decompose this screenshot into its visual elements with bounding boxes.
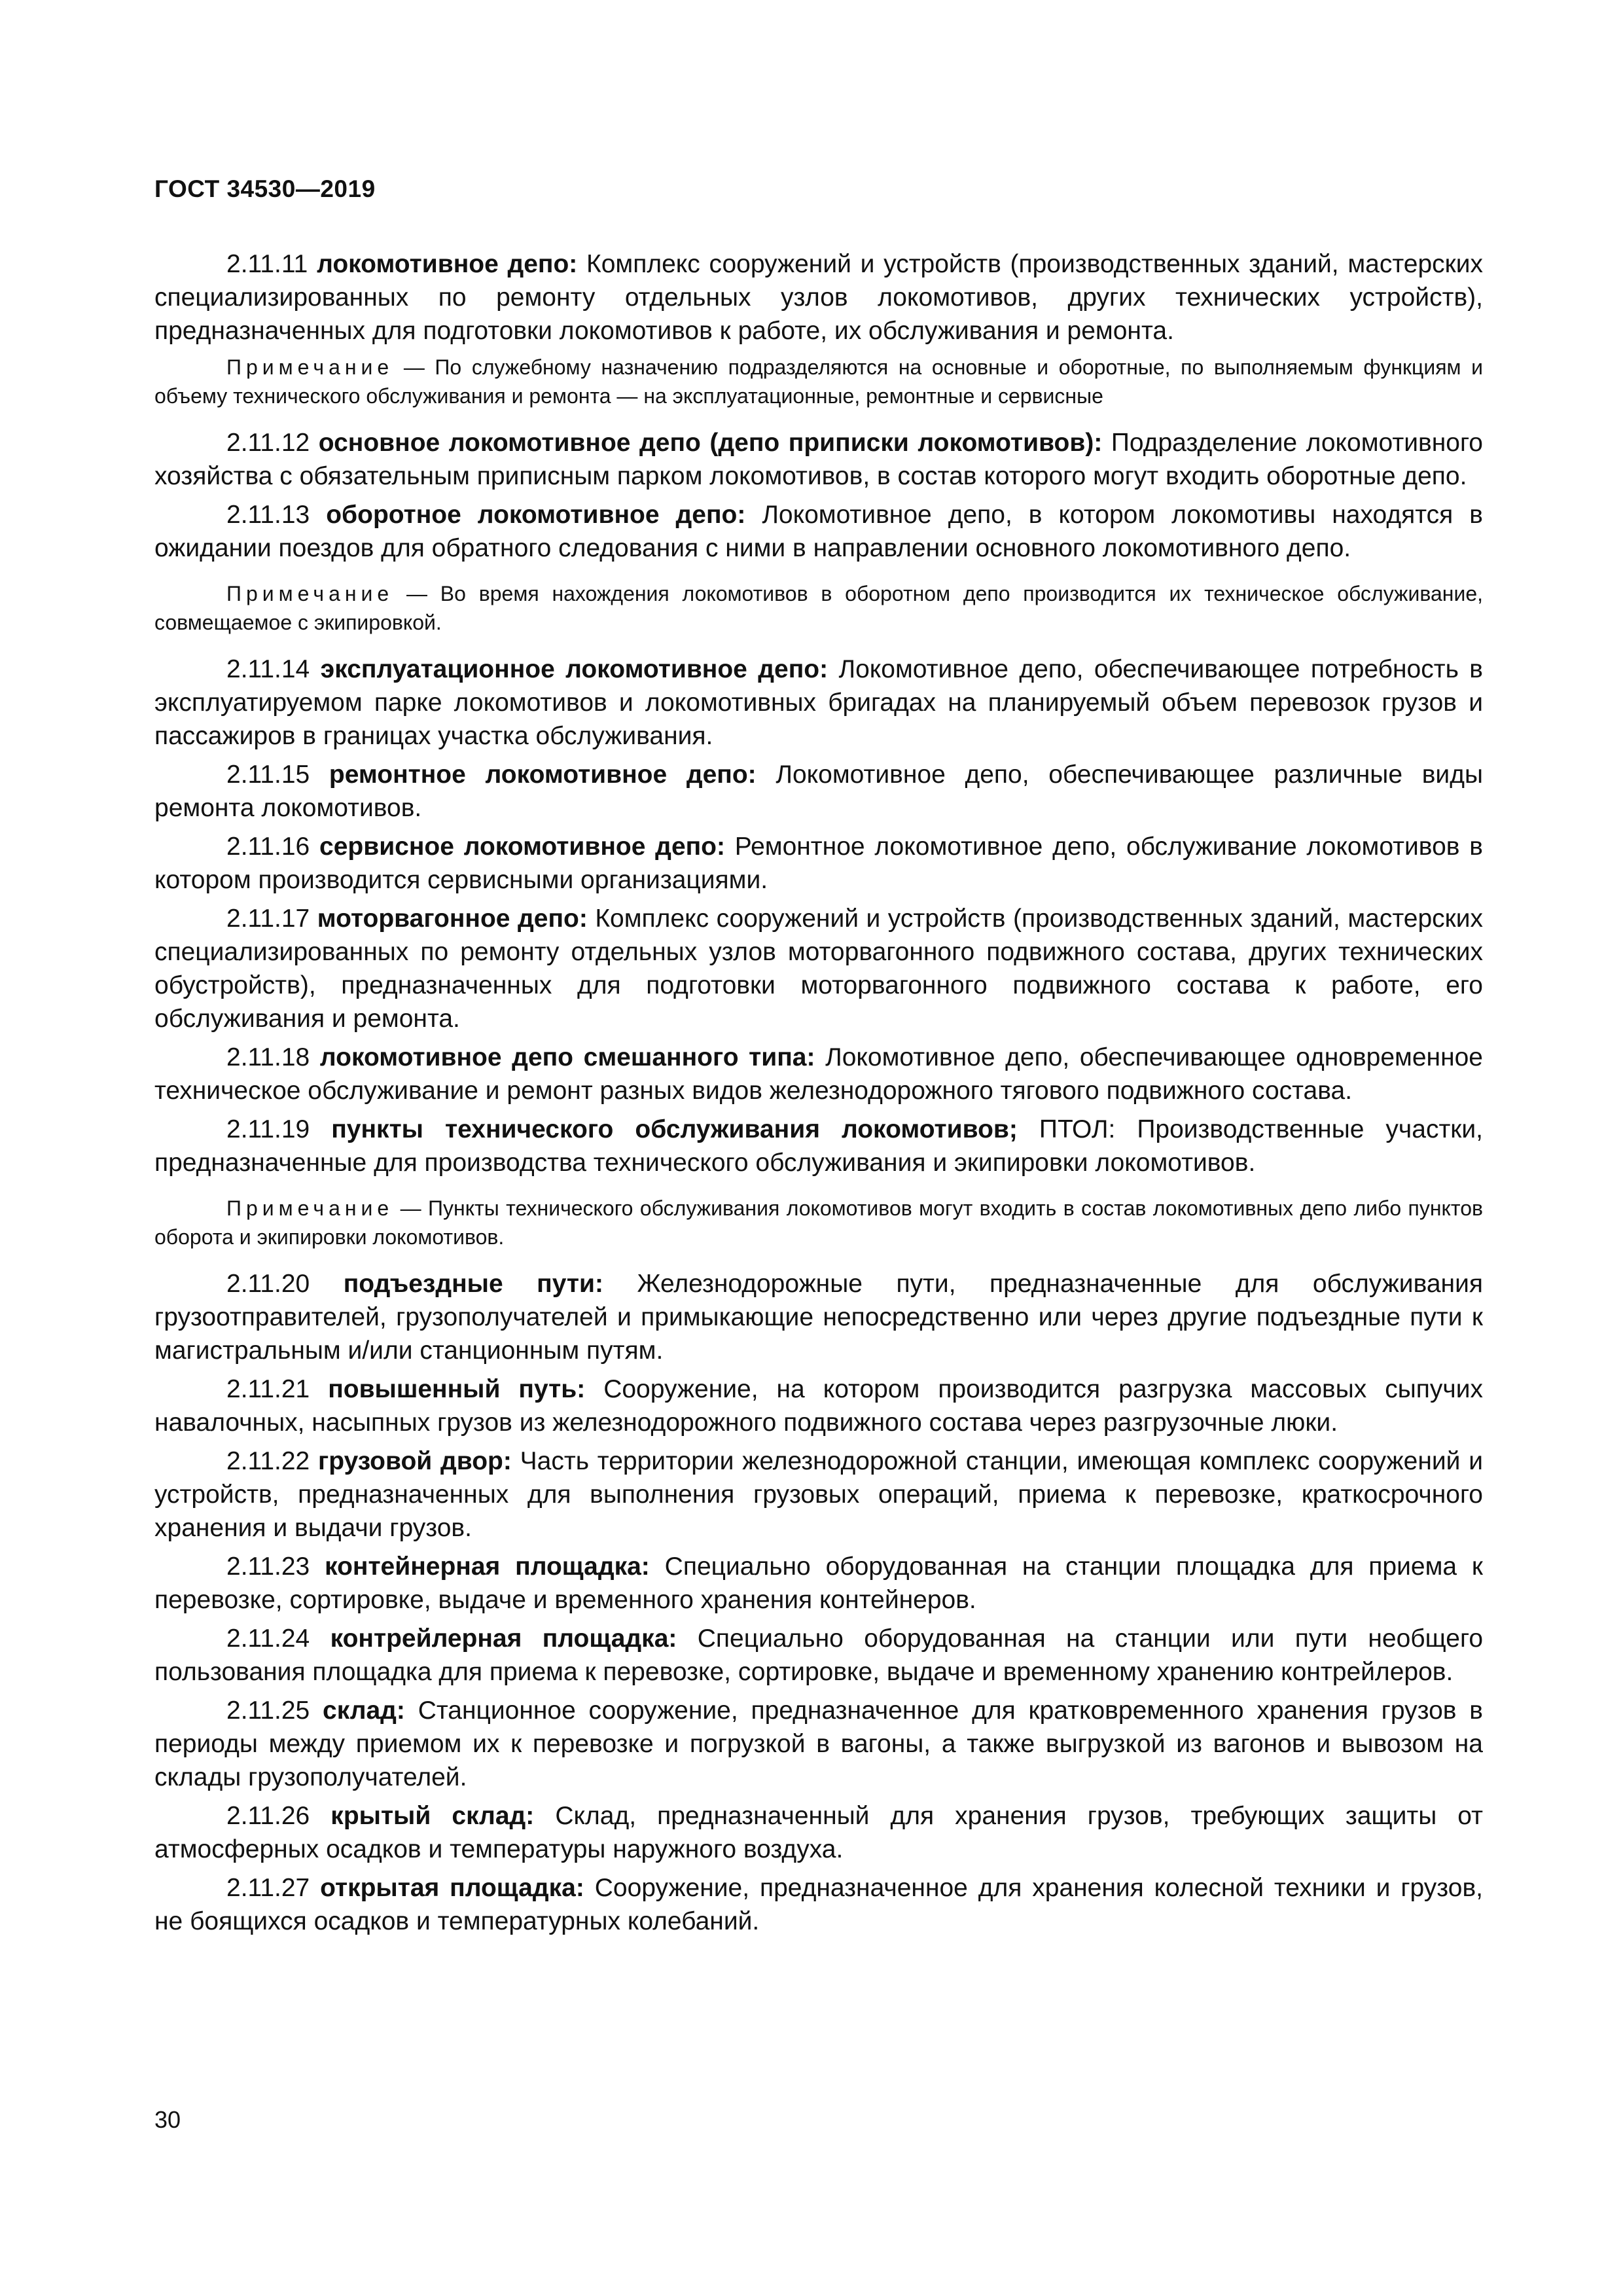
entry-definition: Специально оборудованная на станции площадка для приема к перевозке, сортировке, выдаче и временного хранения контейнеров. bbox=[154, 1552, 1483, 1614]
entry-term: локомотивное депо смешанного типа: bbox=[319, 1043, 815, 1071]
entry-definition: Станционное сооружение, предназначенное для кратковременного хранения грузов в периоды между приемом их к перевозке и погрузкой в вагоны, а также выгрузкой из вагонов и вывозом на склады грузополучателей. bbox=[154, 1696, 1484, 1791]
entry-definition: Железнодорожные пути, предназначенные для обслуживания грузоотправителей, грузополучателей и примыкающие непосредственно или через другие подъездные пути к магистральным и/или станционным путям. bbox=[154, 1270, 1483, 1365]
entry-term: локомотивное депо: bbox=[317, 250, 578, 278]
term-entry bbox=[154, 653, 1483, 753]
entry-definition: Комплекс сооружений и устройств (производственных зданий, мастерских специализированных по ремонту отдельных узлов локомотивов, других технических устройств), предназначенных для подготовки локомотивов к работе, их обслуживания и ремонта. bbox=[154, 250, 1483, 345]
entry-term: контрейлерная площадка: bbox=[330, 1624, 677, 1653]
entry-number: 2.11.18 bbox=[226, 1043, 310, 1071]
note bbox=[154, 1194, 1483, 1251]
entry-number: 2.11.20 bbox=[226, 1270, 310, 1298]
entry-definition: Сооружение, на котором производится разгрузка массовых сыпучих навалочных, насыпных грузов из железнодорожного подвижного состава через разгрузочные люки. bbox=[154, 1375, 1483, 1437]
term-entry bbox=[154, 1267, 1483, 1367]
entry-term: пункты технического обслуживания локомотивов; bbox=[331, 1115, 1018, 1143]
entry-number: 2.11.27 bbox=[226, 1874, 310, 1902]
entry-definition: Подразделение локомотивного хозяйства с обязательным приписным парком локомотивов, в состав которого могут входить оборотные депо. bbox=[154, 429, 1484, 490]
entry-definition: ПТОЛ: Производственные участки, предназначенные для производства технического обслуживания и экипировки локомотивов. bbox=[154, 1115, 1483, 1177]
term-entry bbox=[154, 902, 1483, 1035]
term-entry bbox=[154, 758, 1483, 825]
entry-number: 2.11.24 bbox=[226, 1624, 310, 1653]
entry-number: 2.11.21 bbox=[226, 1375, 310, 1403]
note-text: — По служебному назначению подразделяются на основные и оборотные, по выполняемым функциям и объему технического обслуживания и ремонта — на эксплуатационные, ремонтные и сервисные bbox=[154, 355, 1484, 408]
entry-number: 2.11.19 bbox=[226, 1115, 310, 1143]
entry-term: склад: bbox=[323, 1696, 405, 1725]
entry-number: 2.11.14 bbox=[226, 655, 310, 683]
entry-term: крытый склад: bbox=[330, 1802, 535, 1830]
entry-number: 2.11.23 bbox=[226, 1552, 310, 1581]
entry-definition: Комплекс сооружений и устройств (производственных зданий, мастерских специализированных по ремонту отдельных узлов моторвагонного подвижного состава, других технических обустройств), предназначенных для подготовки моторвагонного подвижного состава к работе, его обслуживания и ремонта. bbox=[154, 905, 1483, 1033]
entry-definition: Склад, предназначенный для хранения грузов, требующих защиты от атмосферных осадков и температуры наружного воздуха. bbox=[154, 1802, 1484, 1863]
entry-term: оборотное локомотивное депо: bbox=[326, 501, 746, 529]
entry-term: сервисное локомотивное депо: bbox=[319, 833, 725, 861]
entry-definition: Часть территории железнодорожной станции, имеющая комплекс сооружений и устройств, предназначенных для выполнения грузовых операций, приема к перевозке, краткосрочного хранения и выдачи грузов. bbox=[154, 1447, 1483, 1542]
page-number: 30 bbox=[154, 2106, 181, 2133]
entry-term: повышенный путь: bbox=[328, 1375, 586, 1403]
entry-term: грузовой двор: bbox=[318, 1447, 512, 1475]
term-entry bbox=[154, 1444, 1483, 1545]
entry-number: 2.11.12 bbox=[226, 429, 310, 457]
note-label: Примечание bbox=[226, 582, 394, 605]
entry-definition: Локомотивное депо, в котором локомотивы находятся в ожидании поездов для обратного следования с ними в направлении основного локомотивного депо. bbox=[154, 501, 1483, 562]
entry-term: подъездные пути: bbox=[343, 1270, 603, 1298]
term-entry bbox=[154, 1041, 1483, 1107]
entry-term: моторвагонное депо: bbox=[317, 905, 588, 933]
entry-number: 2.11.15 bbox=[226, 761, 310, 789]
entry-number: 2.11.22 bbox=[226, 1447, 310, 1475]
note-label: Примечание bbox=[226, 1196, 394, 1220]
note-text: — Пункты технического обслуживания локомотивов могут входить в состав локомотивных депо либо пунктов оборота и экипировки локомотивов. bbox=[154, 1196, 1484, 1249]
term-entry bbox=[154, 1799, 1483, 1866]
entry-definition: Локомотивное депо, обеспечивающее различные виды ремонта локомотивов. bbox=[154, 761, 1483, 822]
term-entry bbox=[154, 247, 1483, 348]
term-entry bbox=[154, 426, 1483, 493]
entry-number: 2.11.25 bbox=[226, 1696, 310, 1725]
entry-number: 2.11.17 bbox=[226, 905, 310, 933]
term-entry bbox=[154, 1871, 1483, 1938]
term-entry bbox=[154, 1113, 1483, 1179]
term-entry bbox=[154, 1550, 1483, 1617]
term-entry bbox=[154, 1622, 1483, 1689]
note bbox=[154, 353, 1483, 410]
note bbox=[154, 579, 1483, 637]
entry-term: открытая площадка: bbox=[320, 1874, 584, 1902]
note-text: — Во время нахождения локомотивов в оборотном депо производится их техническое обслуживание, совмещаемое с экипировкой. bbox=[154, 582, 1484, 634]
term-entry bbox=[154, 498, 1483, 565]
entry-term: ремонтное локомотивное депо: bbox=[329, 761, 757, 789]
term-entry bbox=[154, 1694, 1483, 1794]
document-header: ГОСТ 34530—2019 bbox=[154, 175, 376, 202]
entry-definition: Специально оборудованная на станции или пути необщего пользования площадка для приема к перевозке, сортировке, выдаче и временному хранению контрейлеров. bbox=[154, 1624, 1484, 1686]
entry-number: 2.11.26 bbox=[226, 1802, 310, 1830]
entry-definition: Ремонтное локомотивное депо, обслуживание локомотивов в котором производится сервисными организациями. bbox=[154, 833, 1483, 894]
entry-definition: Локомотивное депо, обеспечивающее потребность в эксплуатируемом парке локомотивов и локомотивных бригадах на планируемый объем перевозок грузов и пассажиров в границах участка обслуживания. bbox=[154, 655, 1484, 750]
term-entry bbox=[154, 1372, 1483, 1439]
note-label: Примечание bbox=[226, 355, 394, 379]
term-entry bbox=[154, 830, 1483, 897]
entry-definition: Сооружение, предназначенное для хранения колесной техники и грузов, не боящихся осадков и температурных колебаний. bbox=[154, 1874, 1483, 1935]
entry-term: основное локомотивное депо (депо приписки локомотивов): bbox=[318, 429, 1103, 457]
entry-number: 2.11.13 bbox=[226, 501, 310, 529]
entry-number: 2.11.16 bbox=[226, 833, 310, 861]
entry-term: контейнерная площадка: bbox=[325, 1552, 650, 1581]
document-body bbox=[154, 247, 1483, 1943]
entry-term: эксплуатационное локомотивное депо: bbox=[320, 655, 829, 683]
entry-number: 2.11.11 bbox=[226, 250, 308, 278]
entry-definition: Локомотивное депо, обеспечивающее одновременное техническое обслуживание и ремонт разных видов железнодорожного тягового подвижного состава. bbox=[154, 1043, 1483, 1105]
